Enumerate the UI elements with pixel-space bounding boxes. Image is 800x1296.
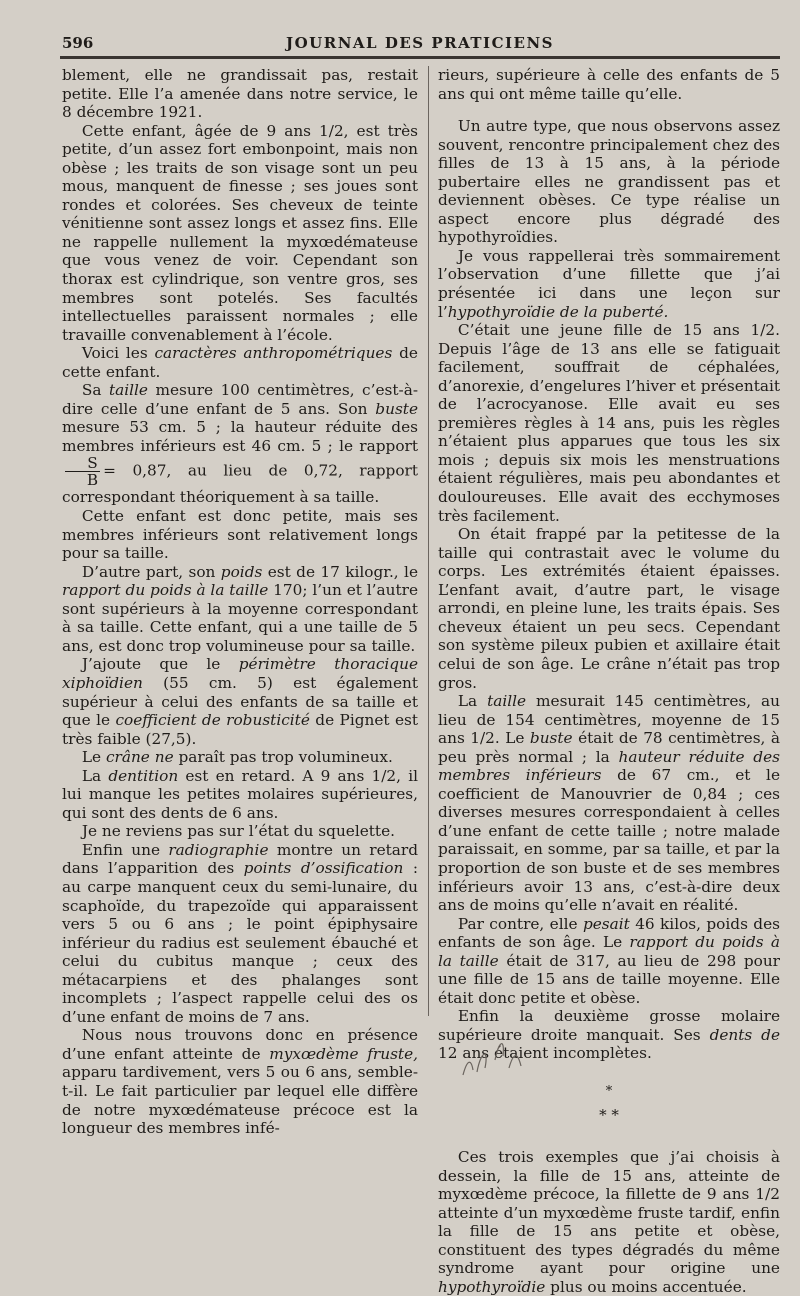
- text: 46 kilos, poids des enfants de son âge. Le: [438, 914, 780, 952]
- text: de 67 cm., et le coefficient de Manouvrier de 0,84 ; ces diverses mesures correspondaient à celles d’une enfant de cette taille ; notre malade paraissait, en somme, par sa taille, et par la proportion de son buste et de ses membres inférieurs avoir 13 ans, c’est-à-dire deux ans de moins qu’elle n’avait en réalité.: [438, 766, 780, 915]
- text: était de 78 centimètres, à peu près normal ; la: [438, 729, 780, 766]
- text: mesure 53 cm. 5 ; la hauteur réduite des membres inférieurs est 46 cm. 5 ; le rapport: [62, 418, 418, 455]
- header-rule: [60, 56, 780, 59]
- text: Enfin une: [81, 840, 169, 859]
- text: rieurs, supérieure à celle des enfants de 5 ans qui ont même taille qu’elle.: [438, 66, 780, 103]
- italic-text: caractères anthropométriques: [154, 344, 393, 363]
- left-column: [62, 66, 418, 1138]
- text: de cette enfant.: [62, 344, 418, 381]
- italic-text: taille: [487, 692, 527, 711]
- paragraph: [62, 381, 418, 507]
- paragraph: [62, 122, 418, 345]
- text: paraît pas trop volumineux.: [173, 748, 393, 767]
- paragraph: [62, 841, 418, 1026]
- text: Par contre, elle: [457, 914, 583, 933]
- text: La: [457, 692, 488, 711]
- italic-text: crâne ne: [105, 748, 174, 767]
- text: plus ou moins accentuée.: [545, 1277, 747, 1296]
- italic-text: taille: [108, 381, 148, 400]
- text: Le: [81, 748, 106, 767]
- paragraph: [438, 692, 780, 915]
- ratio-fraction: [65, 455, 100, 488]
- italic-text: hypothyroïdie: [438, 1277, 546, 1296]
- fraction-denominator: B: [86, 471, 99, 490]
- text: (55 cm. 5) est également supérieur à celui des enfants de sa taille et que le: [62, 673, 418, 730]
- paragraph: [62, 767, 418, 823]
- paragraph: [62, 344, 418, 381]
- paragraph: [62, 655, 418, 748]
- italic-text: buste: [375, 399, 418, 418]
- italic-text: dents de: [709, 1025, 781, 1044]
- italic-text: dentition: [108, 766, 179, 785]
- italic-text: rapport du poids à la taille: [438, 933, 780, 970]
- text: Voici les: [81, 344, 155, 363]
- text: Je ne reviens pas sur l’état du squelette.: [81, 822, 395, 841]
- paragraph: [62, 748, 418, 767]
- italic-text: rapport du poids à la taille: [62, 581, 269, 600]
- asterism-top: *: [605, 1083, 613, 1099]
- text: : au carpe manquent ceux du semi-lunaire, du scaphoïde, du trapezoïde qui apparaissent vers 5 ou 6 ans ; le point épiphysaire inférieur du radius est seulement ébauché et celui du cubitus manque ; ceux des métacarpiens et des phalanges sont incomplets ; l’aspect rappelle celui des os d’une enfant de moins de 7 ans.: [62, 859, 418, 1026]
- text: apparu tardivement, vers 5 ou 6 ans, semble-t-il. Le fait particulier par lequel elle diffère de notre myxœdémateuse précoce est la longueur des membres infé-: [62, 1063, 418, 1138]
- text: de Pignet est très faible (27,5).: [62, 711, 419, 748]
- text: était de 317, au lieu de 298 pour une fille de 15 ans de taille moyenne. Elle était donc petite et obèse.: [438, 951, 780, 1007]
- text: Ces trois exemples que j’ai choisis à dessein, la fille de 15 ans, atteinte de myxœdème précoce, la fillette de 9 ans 1/2 atteinte d’un myxœdème fruste tardif, enfin la fille de 15 ans petite et obèse, constituent des types dégradés du même syndrome ayant pour origine une: [438, 1148, 780, 1278]
- italic-text: points d’ossification: [243, 859, 404, 878]
- text: 170; l’un et l’autre sont supérieurs à la moyenne correspondant à sa taille. Cette enfant, qui a une taille de 5 ans, est donc trop volumineuse pour sa taille.: [62, 581, 419, 655]
- running-header: [0, 0, 800, 60]
- text: Cette enfant est donc petite, mais ses membres inférieurs sont relativement longs pour sa taille.: [62, 507, 418, 563]
- paragraph: [62, 563, 418, 656]
- italic-text: pesait: [582, 914, 630, 933]
- paragraph: [438, 915, 780, 1008]
- text: On était frappé par la petitesse de la taille qui contrastait avec le volume du corps. Les extrémités étaient épaisses. L’enfant avait, d’autre part, le visage arrondi, en pleine lune, les traits épais. Ses cheveux étaient un peu secs. Cependant son système pileux pubien et axillaire était celui de son âge. Le crâne n’était pas trop gros.: [438, 525, 780, 692]
- text: Je vous rappellerai très sommairement l’observation d’une fillette que j’ai présentée ici dans une leçon sur l’: [438, 246, 780, 321]
- italic-text: poids: [220, 562, 263, 581]
- paragraph: [438, 66, 780, 103]
- paragraph: [62, 822, 418, 841]
- paragraph: [438, 525, 780, 692]
- right-column: [438, 66, 780, 1296]
- paragraph: [438, 321, 780, 525]
- text: D’autre part, son: [81, 562, 221, 581]
- italic-text: radiographie: [168, 840, 269, 859]
- running-title: JOURNAL DES PRATICIENS: [286, 34, 554, 52]
- text: est de 17 kilogr., le: [262, 562, 418, 581]
- text: est en retard. A 9 ans 1/2, il lui manque les petites molaires supérieures, qui sont des dents de 6 ans.: [62, 766, 418, 822]
- text: J’ajoute que le: [81, 655, 239, 674]
- paragraph: [62, 66, 418, 122]
- text: = 0,87, au lieu de 0,72, rapport correspondant théoriquement à sa taille.: [62, 461, 418, 507]
- text: Un autre type, que nous observons assez souvent, rencontre principalement chez des filles de 13 à 15 ans, à la période pubertaire elles ne grandissent pas et deviennent obèses. Ce type réalise un aspect encore plus dégradé des hypothyroïdies.: [438, 117, 780, 247]
- text: Sa: [81, 381, 109, 400]
- text: montre un retard dans l’apparition des: [62, 840, 418, 878]
- paragraph: [62, 507, 418, 563]
- text: blement, elle ne grandissait pas, restait petite. Elle l’a amenée dans notre service, le 8 décembre 1921.: [62, 66, 418, 122]
- italic-text: coefficient de robusticité: [115, 711, 310, 730]
- italic-text: myxœdème fruste,: [269, 1044, 418, 1063]
- column-divider: [428, 66, 429, 1016]
- italic-text: buste: [529, 729, 573, 748]
- italic-text: hauteur réduite des membres inférieurs: [438, 747, 780, 785]
- text: Enfin la deuxième grosse molaire supérieure droite manquait. Ses: [438, 1007, 780, 1044]
- fraction-numerator: S: [65, 455, 99, 472]
- italic-text: hypothyroïdie de la puberté.: [447, 302, 669, 321]
- paragraph: [438, 1148, 780, 1296]
- text: mesurait 145 centimètres, au lieu de 154 centimètres, moyenne de 15 ans 1/2. Le: [438, 692, 780, 748]
- text: Cette enfant, âgée de 9 ans 1/2, est très petite, d’un assez fort embonpoint, mais non obèse ; les traits de son visage sont un peu mous, manquent de finesse ; ses joues sont rondes et colorées. Ses cheveux de teinte vénitienne sont assez longs et assez fins. Elle ne rappelle nullement la myxœdémateuse que vous venez de voir. Cependant son thorax est cylindrique, son ventre gros, ses membres sont potelés. Ses facultés intellectuelles paraissent normales ; elle travaille convenablement à l’école.: [62, 121, 418, 344]
- text: Nous nous trouvons donc en présence d’une enfant atteinte de: [62, 1026, 418, 1063]
- paragraph: [62, 1026, 418, 1137]
- paragraph: [438, 247, 780, 321]
- text: 12 ans étaient incomplètes.: [438, 1044, 652, 1063]
- text: C’était une jeune fille de 15 ans 1/2. Depuis l’âge de 13 ans elle se fatiguait facilement, souffrait de céphalées, d’anorexie, d’engelures l’hiver et présentait de l’acrocyanose. Elle avait eu ses premières règles à 14 ans, puis les règles n’étaient plus apparues que tous les six mois ; depuis six mois les menstruations étaient régulières, mais peu abondantes et douloureuses. Elle avait des ecchymoses très facilement.: [438, 321, 780, 525]
- asterism: [438, 1083, 780, 1124]
- page-number: 596: [62, 34, 94, 52]
- asterism-bottom: * *: [599, 1105, 619, 1124]
- handwritten-annotation: [455, 1020, 535, 1080]
- text: mesure 100 centimètres, c’est-à-dire celle d’une enfant de 5 ans. Son: [62, 381, 418, 418]
- text: La: [81, 766, 109, 785]
- paragraph: [438, 117, 780, 247]
- italic-text: périmètre thoracique xiphoïdien: [62, 655, 418, 692]
